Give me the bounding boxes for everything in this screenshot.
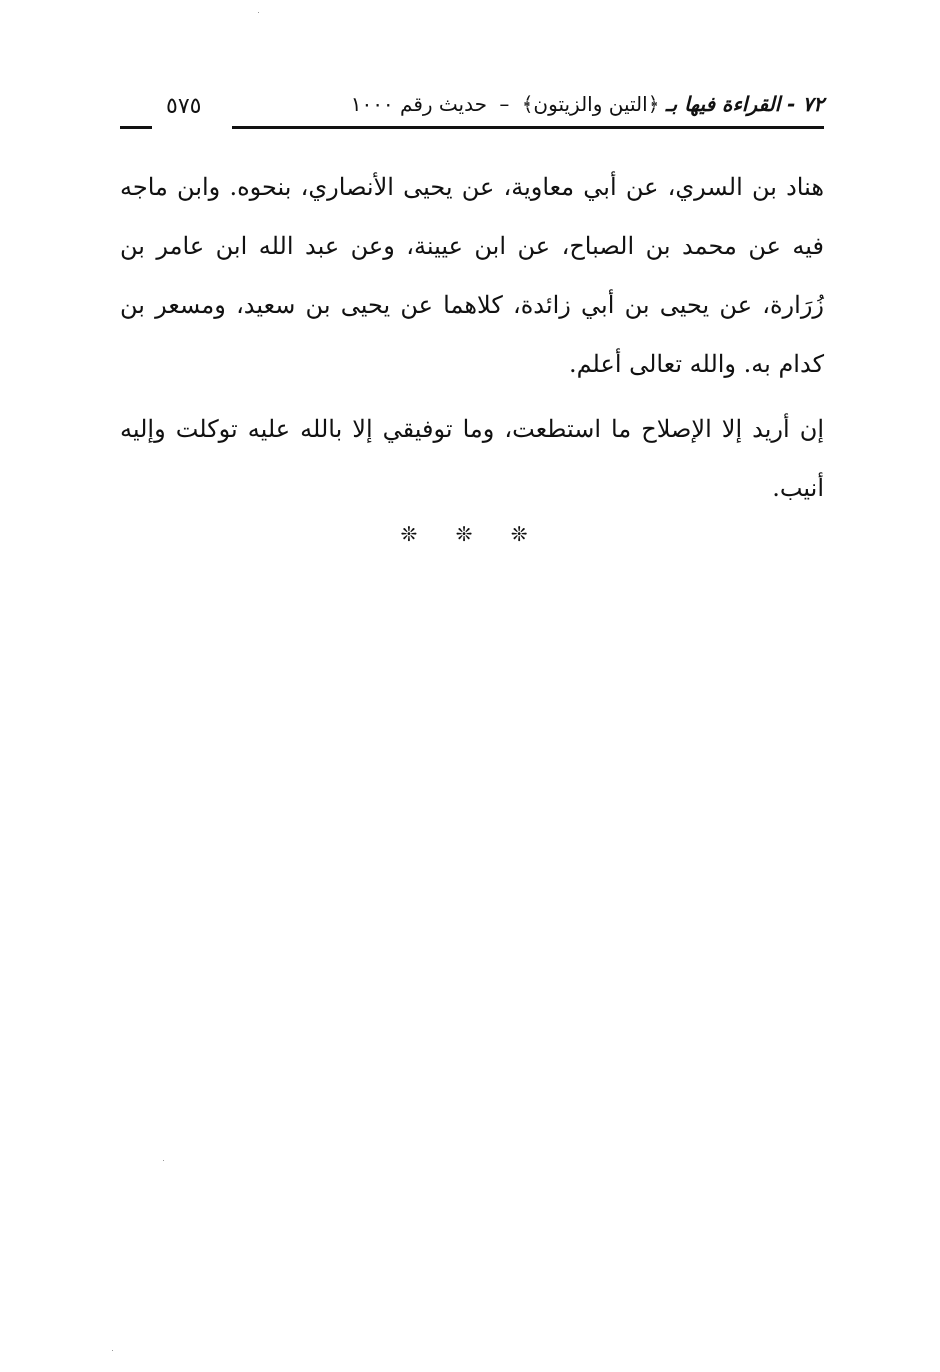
chapter-title: ٧٢ - القراءة فيها بـ [665,92,824,116]
page-number: ٥٧٥ [166,94,202,119]
page-number-rule [120,126,152,129]
paragraph-closing-dua: إن أريد إلا الإصلاح ما استطعت، وما توفيقي إلا بالله عليه توكلت وإليه أنيب. [120,415,824,502]
section-end-ornament: ❊ ❊ ❊ [400,522,544,546]
title-separator: – [499,92,510,116]
paragraph-hadith-sources: هناد بن السري، عن أبي معاوية، عن يحيى الأنصاري، بنحوه. وابن ماجه فيه عن محمد بن الصباح، عن ابن عيينة، وعن عبد الله ابن عامر بن زُرَارة، عن يحيى بن أبي زائدة، كلاهما عن يحيى بن سعيد، ومسعر بن كدام به. والله تعالى أعلم. [120,173,824,378]
surah-name: ﴿التين والزيتون﴾ [521,92,660,116]
header-rule [232,126,824,129]
running-title [351,92,824,116]
hadith-number: حديث رقم ١٠٠٠ [350,92,487,116]
page-header [120,92,824,132]
scan-speck [112,1350,113,1351]
main-text [120,158,824,518]
scan-speck [258,12,259,13]
scan-speck [163,1160,164,1161]
